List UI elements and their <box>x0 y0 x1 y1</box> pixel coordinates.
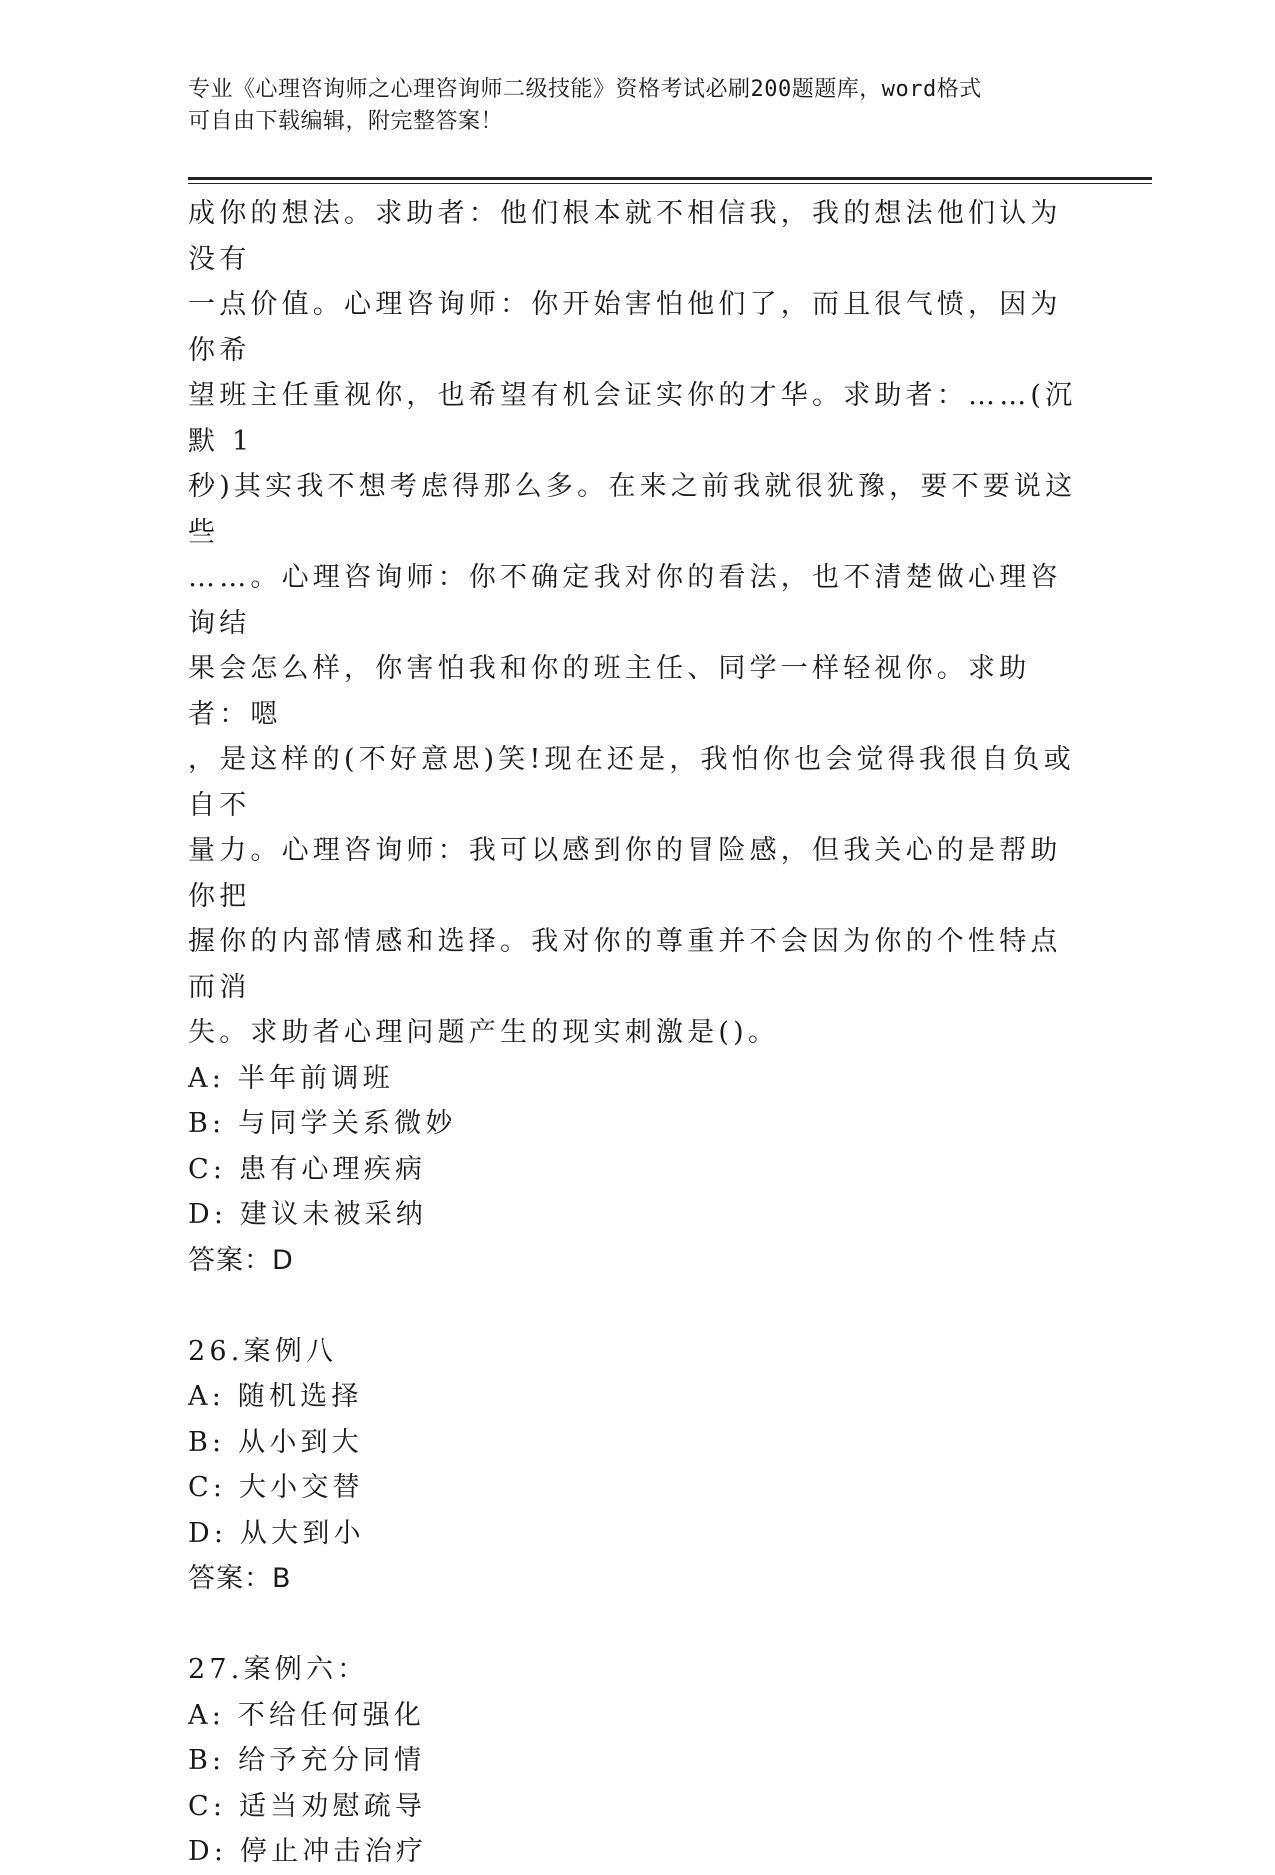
option-a: A: 随机选择 <box>188 1381 363 1412</box>
option-d: D: 建议未被采纳 <box>188 1199 428 1230</box>
option-a: A: 半年前调班 <box>188 1062 394 1094</box>
spacer <box>188 1602 1088 1648</box>
question-27 <box>188 1647 1088 1875</box>
stem-line: 失。求助者心理问题产生的现实刺激是()。 <box>188 1017 780 1048</box>
stem-line: 果会怎么样，你害怕我和你的班主任、同学一样轻视你。求助者：嗯 <box>188 653 1031 730</box>
question-title: 26.案例八 <box>188 1335 338 1367</box>
option-a: A: 不给任何强化 <box>188 1699 425 1731</box>
question-stem <box>188 191 1088 1056</box>
stem-line: 握你的内部情感和选择。我对你的尊重并不会因为你的个性特点而消 <box>188 926 1062 1003</box>
stem-line: 一点价值。心理咨询师：你开始害怕他们了，而且很气愤，因为你希 <box>188 289 1062 366</box>
document-header <box>188 74 1088 138</box>
stem-line: 量力。心理咨询师：我可以感到你的冒险感，但我关心的是帮助你把 <box>188 835 1062 912</box>
document-body <box>188 191 1088 1875</box>
option-d: D: 停止冲击治疗 <box>188 1836 428 1867</box>
stem-line: 望班主任重视你，也希望有机会证实你的才华。求助者：……(沉默 1 <box>188 380 1077 457</box>
option-b: B: 给予充分同情 <box>188 1745 426 1776</box>
option-c: C: 适当劝慰疏导 <box>188 1790 427 1822</box>
option-b: B: 从小到大 <box>188 1426 363 1458</box>
stem-line: ……。心理咨询师：你不确定我对你的看法，也不清楚做心理咨询结 <box>188 562 1062 639</box>
stem-line: ，是这样的(不好意思)笑!现在还是，我怕你也会觉得我很自负或自不 <box>188 744 1075 821</box>
header-line-2: 可自由下载编辑，附完整答案！ <box>188 109 504 134</box>
option-d: D: 从大到小 <box>188 1517 365 1549</box>
option-b: B: 与同学关系微妙 <box>188 1108 457 1139</box>
stem-line: 秒)其实我不想考虑得那么多。在来之前我就很犹豫，要不要说这些 <box>188 471 1077 548</box>
header-line-1: 专业《心理咨询师之心理咨询师二级技能》资格考试必刷200题题库，word格式 <box>188 77 982 102</box>
header-rule-thin <box>188 183 1152 184</box>
option-c: C: 患有心理疾病 <box>188 1153 427 1185</box>
question-title: 27.案例六： <box>188 1654 369 1685</box>
answer-label: 答案：D <box>188 1244 294 1276</box>
stem-line: 成你的想法。求助者：他们根本就不相信我，我的想法他们认为没有 <box>188 198 1062 275</box>
option-c: C: 大小交替 <box>188 1472 364 1503</box>
question-26 <box>188 1329 1088 1602</box>
answer-label: 答案：B <box>188 1563 292 1594</box>
question-25 <box>188 191 1088 1283</box>
header-rule-thick <box>188 177 1152 180</box>
spacer <box>188 1283 1088 1329</box>
